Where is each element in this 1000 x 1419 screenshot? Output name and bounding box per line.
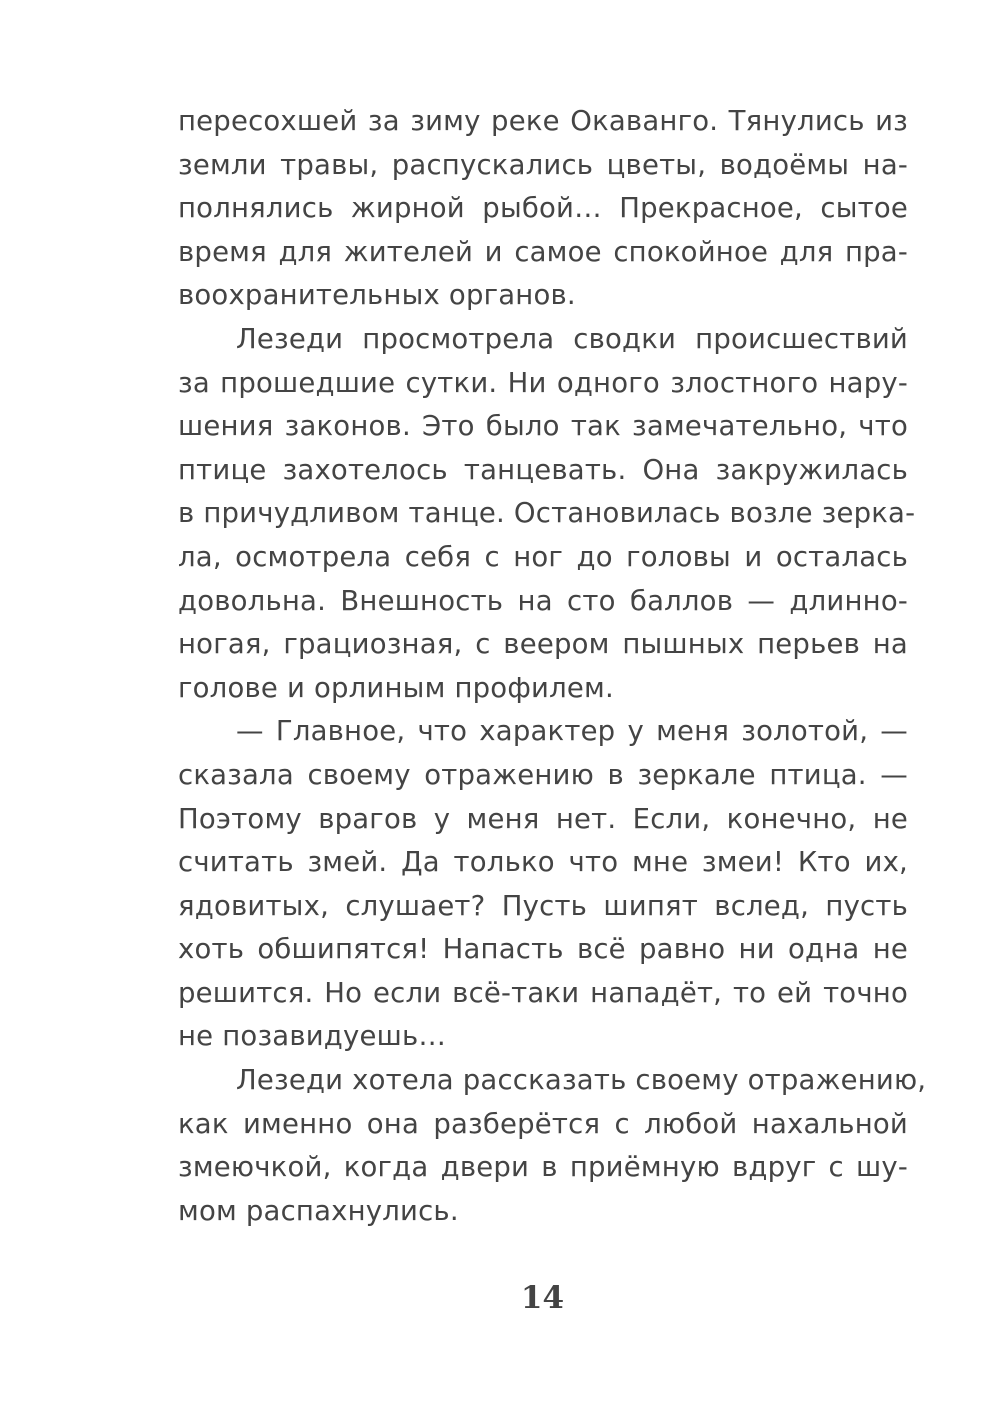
text-line: земли травы, распускались цветы, водоёмы на- — [178, 148, 908, 181]
text-line: пересохшей за зиму реке Окаванго. Тянулись из — [178, 105, 908, 137]
text-line: довольна. Внешность на сто баллов — длинно- — [178, 584, 908, 617]
text-line: считать змей. Да только что мне змеи! Кто их, — [178, 846, 908, 879]
text-line: ногая, грациозная, с веером пышных перьев на — [178, 628, 908, 661]
text-line: ядовитых, слушает? Пусть шипят вслед, пусть — [178, 889, 908, 922]
text-line: решится. Но если всё-таки нападёт, то ей точно — [178, 976, 908, 1009]
text-line: ла, осмотрела себя с ног до головы и осталась — [178, 540, 908, 573]
text-line: птице захотелось танцевать. Она закружилась — [178, 453, 908, 486]
paragraph-start-line: Лезеди хотела рассказать своему отражению, — [236, 1064, 927, 1097]
text-line: голове и орлиным профилем. — [178, 671, 614, 704]
text-line: Поэтому врагов у меня нет. Если, конечно, не — [178, 802, 908, 835]
body-text — [178, 100, 927, 1233]
text-line: сказала своему отражению в зеркале птица. — — [178, 758, 908, 791]
paragraph-start-line: Лезеди просмотрела сводки происшествий — [236, 322, 908, 355]
text-line: шения законов. Это было так замечательно, что — [178, 410, 908, 443]
text-line: время для жителей и самое спокойное для пра- — [178, 235, 908, 268]
text-line: в причудливом танце. Остановилась возле зерка- — [178, 497, 916, 530]
page-number: 14 — [520, 1280, 565, 1316]
text-line: как именно она разберётся с любой нахальной — [178, 1107, 908, 1140]
text-line: змеючкой, когда двери в приёмную вдруг с шу- — [178, 1151, 908, 1184]
paragraph-start-line: — Главное, что характер у меня золотой, — — [236, 715, 908, 748]
text-line: мом распахнулись. — [178, 1194, 459, 1227]
text-line: за прошедшие сутки. Ни одного злостного нару- — [178, 366, 908, 399]
text-line: не позавидуешь… — [178, 1020, 447, 1053]
text-line: хоть обшипятся! Напасть всё равно ни одна не — [178, 933, 908, 966]
text-line: воохранительных органов. — [178, 279, 576, 312]
text-line: полнялись жирной рыбой… Прекрасное, сытое — [178, 192, 908, 225]
